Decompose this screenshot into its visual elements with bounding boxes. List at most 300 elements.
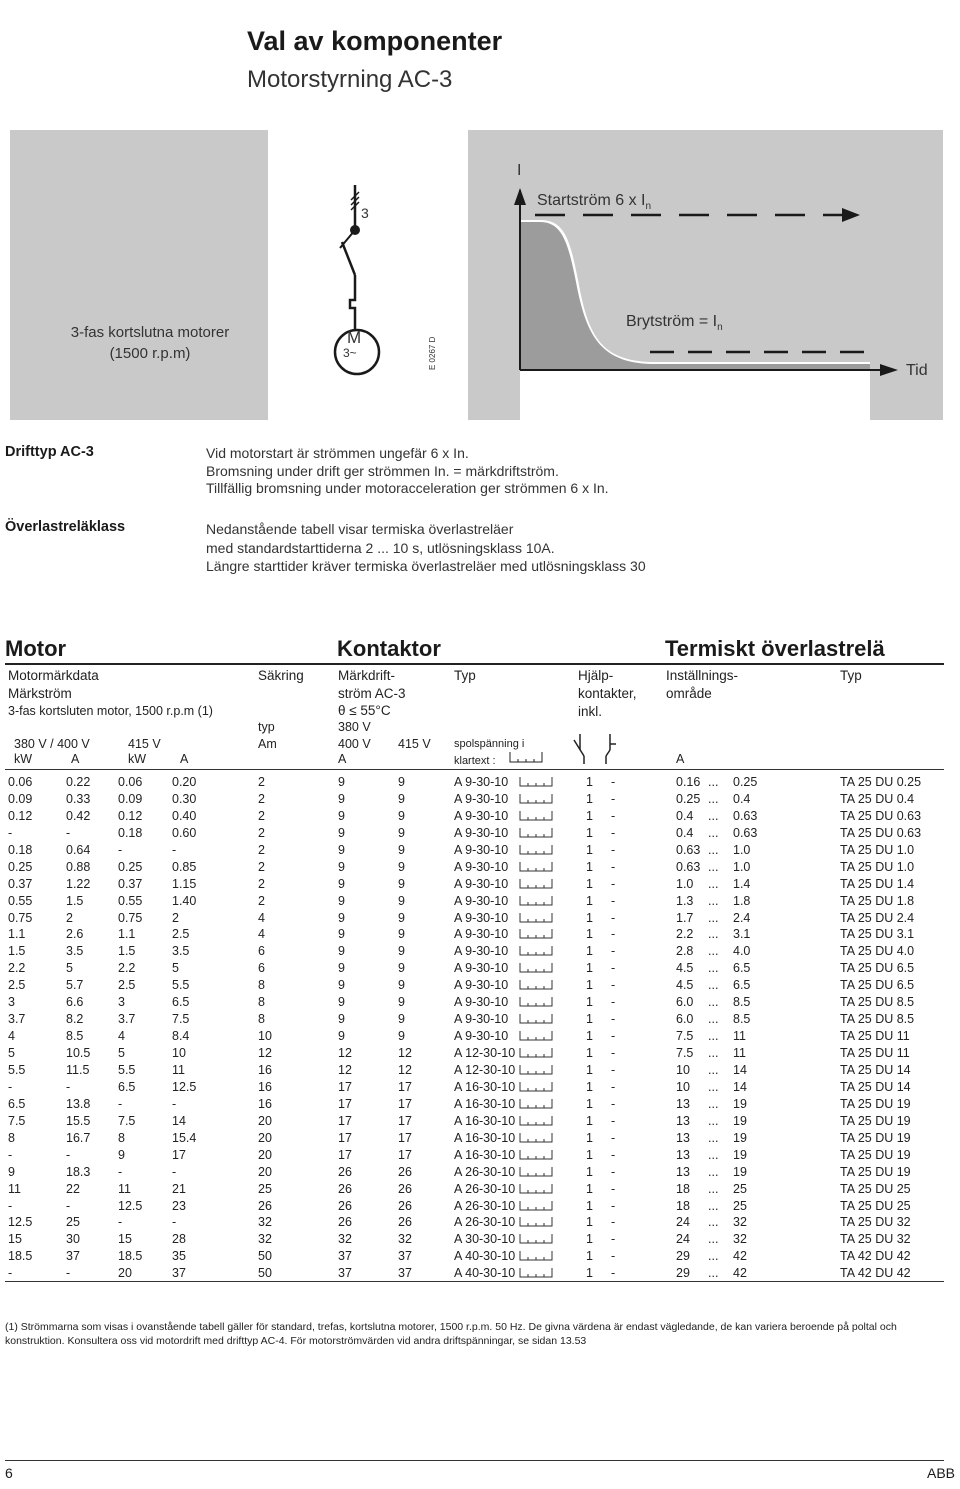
col-contactor-type: Typ — [454, 668, 476, 683]
aux-no: 1 — [586, 1181, 593, 1196]
motor-a-415: 14 — [172, 1113, 186, 1128]
motor-kw-415: 0.55 — [118, 893, 143, 908]
col-rated-400: 400 V — [338, 737, 371, 751]
fuse-rating: 2 — [258, 893, 265, 908]
break-current-text: Brytström = I — [626, 313, 718, 330]
setting-min: 7.5 — [676, 1029, 694, 1044]
relay-type: TA 25 DU 1.4 — [840, 876, 915, 891]
setting-max: 8.5 — [733, 1012, 751, 1027]
col-fuse: Säkring — [258, 668, 304, 683]
setting-min: 29 — [676, 1249, 690, 1264]
setting-max: 14 — [733, 1062, 747, 1077]
motor-kw-415: 0.75 — [118, 910, 143, 925]
rated-current-415: 26 — [398, 1198, 412, 1213]
col-fuse-type: typ — [258, 720, 275, 734]
motor-a-400: 6.6 — [66, 995, 84, 1010]
motor-a-400: 0.88 — [66, 859, 91, 874]
motor-kw-400: 1.1 — [8, 927, 26, 942]
contactor-type: A 40-30-10 — [454, 1249, 516, 1264]
relay-type: TA 25 DU 6.5 — [840, 978, 915, 993]
aux-no: 1 — [586, 859, 593, 874]
motor-kw-415: - — [118, 842, 123, 857]
motor-kw-400: 1.5 — [8, 944, 26, 959]
rated-current-400: 9 — [338, 775, 345, 789]
motor-a-415: 0.60 — [172, 825, 197, 840]
relay-type: TA 25 DU 0.25 — [840, 775, 922, 789]
rated-current-400: 9 — [338, 978, 345, 993]
coil-blank-icon — [518, 776, 554, 788]
aux-nc: - — [611, 995, 616, 1010]
aux-no: 1 — [586, 1232, 593, 1247]
rated-current-415: 17 — [398, 1147, 412, 1162]
aux-nc: - — [611, 859, 616, 874]
contactor-type: A 16-30-10 — [454, 1096, 516, 1111]
setting-min: 1.7 — [676, 910, 694, 925]
col-rated-415: 415 V — [398, 737, 431, 751]
rated-current-400: 17 — [338, 1113, 352, 1128]
aux-no: 1 — [586, 893, 593, 908]
fuse-rating: 20 — [258, 1164, 272, 1179]
setting-min: 6.0 — [676, 1012, 694, 1027]
aux-nc: - — [611, 1079, 616, 1094]
fuse-rating: 20 — [258, 1130, 272, 1145]
contactor-type: A 9-30-10 — [454, 893, 509, 908]
duty-type-line: Vid motorstart är strömmen ungefär 6 x In. — [206, 445, 469, 461]
motor-a-415: 17 — [172, 1147, 186, 1162]
rated-current-400: 9 — [338, 842, 345, 857]
rated-current-400: 9 — [338, 1012, 345, 1027]
rated-current-415: 9 — [398, 927, 405, 942]
range-separator: ... — [708, 978, 719, 993]
setting-max: 2.4 — [733, 910, 751, 925]
relay-type: TA 25 DU 8.5 — [840, 1012, 915, 1027]
motor-a-400: 37 — [66, 1249, 80, 1264]
motor-a-400: 8.2 — [66, 1012, 84, 1027]
col-relay-type: Typ — [840, 668, 862, 683]
page-title: Val av komponenter — [247, 26, 503, 56]
contactor-type: A 26-30-10 — [454, 1198, 516, 1213]
aux-nc: - — [611, 1130, 616, 1145]
fuse-rating: 16 — [258, 1096, 272, 1111]
aux-nc: - — [611, 978, 616, 993]
fuse-rating: 2 — [258, 825, 265, 840]
rated-current-400: 32 — [338, 1232, 352, 1247]
relay-class-line: Längre starttider kräver termiska överlastreläer med utlösningsklass 30 — [206, 558, 646, 574]
range-separator: ... — [708, 1198, 719, 1213]
setting-min: 29 — [676, 1266, 690, 1281]
coil-blank-icon — [518, 945, 554, 957]
coil-blank-icon — [518, 1132, 554, 1144]
rated-current-415: 9 — [398, 995, 405, 1010]
rated-current-400: 9 — [338, 944, 345, 959]
range-separator: ... — [708, 859, 719, 874]
rated-current-415: 12 — [398, 1046, 412, 1061]
motor-a-415: 11 — [172, 1062, 185, 1077]
rated-current-415: 9 — [398, 842, 405, 857]
aux-nc: - — [611, 1249, 616, 1264]
aux-no: 1 — [586, 1130, 593, 1145]
brand-name: ABB — [926, 1465, 955, 1481]
motor-a-415: 3.5 — [172, 944, 190, 959]
range-separator: ... — [708, 961, 719, 976]
range-separator: ... — [708, 1249, 719, 1264]
rated-current-415: 9 — [398, 825, 405, 840]
motor-kw-400: 0.06 — [8, 775, 33, 789]
col-rated-ac3: ström AC-3 — [338, 686, 406, 701]
coil-blank-icon — [518, 895, 554, 907]
aux-no: 1 — [586, 1266, 593, 1281]
setting-min: 2.8 — [676, 944, 694, 959]
setting-max: 19 — [733, 1164, 747, 1179]
motor-kw-415: - — [118, 1096, 123, 1111]
motor-a-415: 5.5 — [172, 978, 190, 993]
rated-current-415: 17 — [398, 1079, 412, 1094]
motor-type-line-1: 3-fas kortslutna motorer — [70, 324, 230, 341]
motor-kw-400: 3.7 — [8, 1012, 26, 1027]
motor-a-415: 1.40 — [172, 893, 197, 908]
setting-min: 10 — [676, 1079, 690, 1094]
motor-a-415: 7.5 — [172, 1012, 190, 1027]
setting-min: 13 — [676, 1096, 690, 1111]
aux-nc: - — [611, 1266, 616, 1281]
motor-kw-400: 0.18 — [8, 842, 33, 857]
setting-min: 0.4 — [676, 808, 694, 823]
range-separator: ... — [708, 1232, 719, 1247]
rated-current-415: 9 — [398, 893, 405, 908]
fuse-rating: 6 — [258, 961, 265, 976]
motor-kw-400: 9 — [8, 1164, 15, 1179]
col-a-2: A — [180, 752, 189, 766]
contactor-type: A 9-30-10 — [454, 876, 509, 891]
duty-type-line: Tillfällig bromsning under motoracceleration ger strömmen 6 x In. — [206, 480, 609, 496]
motor-a-400: 18.3 — [66, 1164, 91, 1179]
rated-current-415: 26 — [398, 1181, 412, 1196]
col-voltage-400: 380 V / 400 V — [14, 737, 90, 751]
aux-no: 1 — [586, 910, 593, 925]
fuse-rating: 2 — [258, 842, 265, 857]
rated-current-400: 9 — [338, 927, 345, 942]
motor-kw-415: 2.5 — [118, 978, 136, 993]
motor-kw-415: 9 — [118, 1147, 125, 1162]
coil-blank-icon — [518, 793, 554, 805]
fuse-rating: 50 — [258, 1266, 272, 1281]
setting-max: 0.25 — [733, 775, 758, 789]
start-current-sub: n — [645, 201, 652, 213]
duty-type-text — [206, 445, 609, 498]
motor-kw-400: 3 — [8, 995, 15, 1010]
col-rated-380: 380 V — [338, 720, 371, 734]
setting-max: 6.5 — [733, 978, 751, 993]
aux-no: 1 — [586, 791, 593, 806]
coil-blank-icon — [518, 1166, 554, 1178]
coil-blank-icon — [518, 962, 554, 974]
contactor-type: A 9-30-10 — [454, 808, 509, 823]
rated-current-400: 26 — [338, 1198, 352, 1213]
motor-a-400: 1.5 — [66, 893, 84, 908]
setting-min: 2.2 — [676, 927, 694, 942]
aux-no: 1 — [586, 1029, 593, 1044]
coil-blank-icon — [518, 1183, 554, 1195]
motor-a-415: - — [172, 1215, 177, 1230]
aux-no: 1 — [586, 842, 593, 857]
aux-no: 1 — [586, 1164, 593, 1179]
coil-blank-icon — [518, 1149, 554, 1161]
rated-current-415: 32 — [398, 1232, 412, 1247]
relay-class-text — [206, 520, 646, 576]
start-current-label — [537, 192, 651, 212]
motor-kw-400: 5 — [8, 1046, 15, 1061]
duty-type-line: Bromsning under drift ger strömmen In. = märkdriftström. — [206, 462, 559, 479]
col-rated-temp: θ ≤ 55°C — [338, 703, 391, 718]
contactor-type: A 9-30-10 — [454, 791, 509, 806]
rated-current-400: 9 — [338, 791, 345, 806]
motor-kw-400: 0.09 — [8, 791, 33, 806]
setting-max: 4.0 — [733, 944, 751, 959]
fuse-rating: 20 — [258, 1113, 272, 1128]
col-voltage-415: 415 V — [128, 737, 161, 751]
rated-current-415: 9 — [398, 859, 405, 874]
motor-a-400: 30 — [66, 1232, 80, 1247]
rated-current-415: 9 — [398, 1012, 405, 1027]
rated-current-400: 17 — [338, 1096, 352, 1111]
col-aux-contacts: Hjälp- — [578, 668, 614, 683]
aux-nc: - — [611, 1113, 616, 1128]
setting-max: 8.5 — [733, 995, 751, 1010]
setting-min: 0.25 — [676, 791, 701, 806]
coil-blank-icon — [518, 1098, 554, 1110]
motor-kw-400: 0.25 — [8, 859, 33, 874]
coil-blank-icon — [518, 928, 554, 940]
relay-type: TA 25 DU 14 — [840, 1079, 911, 1094]
setting-max: 0.63 — [733, 808, 758, 823]
relay-type: TA 25 DU 19 — [840, 1096, 911, 1111]
motor-kw-400: 15 — [8, 1232, 22, 1247]
setting-min: 13 — [676, 1164, 690, 1179]
rated-current-415: 17 — [398, 1113, 412, 1128]
rated-current-415: 9 — [398, 978, 405, 993]
coil-blank-icon — [518, 1047, 554, 1059]
range-separator: ... — [708, 1062, 719, 1077]
motor-a-400: 0.64 — [66, 842, 91, 857]
aux-no: 1 — [586, 1249, 593, 1264]
coil-blank-icon — [518, 1030, 554, 1042]
contactor-type: A 16-30-10 — [454, 1113, 516, 1128]
setting-max: 0.63 — [733, 825, 758, 840]
aux-no: 1 — [586, 1096, 593, 1111]
contactor-type: A 9-30-10 — [454, 961, 509, 976]
coil-blank-icon — [518, 844, 554, 856]
relay-class-line: med standardstarttiderna 2 ... 10 s, utlösningsklass 10A. — [206, 539, 555, 556]
aux-no: 1 — [586, 808, 593, 823]
motor-kw-415: 7.5 — [118, 1113, 136, 1128]
motor-a-415: 28 — [172, 1232, 186, 1247]
rated-current-415: 9 — [398, 876, 405, 891]
motor-kw-400: 12.5 — [8, 1215, 33, 1230]
range-separator: ... — [708, 842, 719, 857]
fuse-rating: 4 — [258, 927, 265, 942]
aux-no: 1 — [586, 1079, 593, 1094]
motor-a-400: 5 — [66, 961, 73, 976]
contactor-type: A 16-30-10 — [454, 1130, 516, 1145]
motor-a-415: 5 — [172, 961, 179, 976]
coil-blank-icon — [518, 1250, 554, 1262]
contactor-type: A 9-30-10 — [454, 859, 509, 874]
setting-max: 19 — [733, 1096, 747, 1111]
setting-min: 24 — [676, 1232, 690, 1247]
rated-current-415: 12 — [398, 1062, 412, 1077]
contactor-type: A 9-30-10 — [454, 775, 509, 789]
setting-max: 0.4 — [733, 791, 751, 806]
motor-kw-400: 2.5 — [8, 978, 26, 993]
motor-symbol-phase: 3~ — [343, 346, 357, 360]
contactor-type: A 9-30-10 — [454, 842, 509, 857]
duty-type-heading: Drifttyp AC-3 — [5, 444, 94, 460]
setting-max: 1.4 — [733, 876, 751, 891]
contactor-type: A 26-30-10 — [454, 1181, 516, 1196]
motor-kw-415: 2.2 — [118, 961, 136, 976]
aux-no: 1 — [586, 775, 593, 789]
start-current-text: Startström 6 x I — [537, 192, 646, 209]
contactor-type: A 16-30-10 — [454, 1079, 516, 1094]
range-separator: ... — [708, 1147, 719, 1162]
fuse-rating: 10 — [258, 1029, 272, 1044]
coil-blank-icon — [518, 1200, 554, 1212]
aux-no: 1 — [586, 1215, 593, 1230]
relay-type: TA 42 DU 42 — [840, 1266, 911, 1281]
axis-time-label: Tid — [906, 362, 928, 379]
rated-current-400: 26 — [338, 1164, 352, 1179]
range-separator: ... — [708, 944, 719, 959]
relay-type: TA 25 DU 1.0 — [840, 842, 915, 857]
fuse-rating: 8 — [258, 995, 265, 1010]
setting-max: 32 — [733, 1232, 747, 1247]
contactor-type: A 26-30-10 — [454, 1164, 516, 1179]
relay-type: TA 25 DU 11 — [840, 1046, 910, 1061]
motor-kw-400: 7.5 — [8, 1113, 26, 1128]
motor-kw-400: 0.55 — [8, 893, 33, 908]
motor-a-400: 2 — [66, 910, 73, 925]
range-separator: ... — [708, 927, 719, 942]
range-separator: ... — [708, 1113, 719, 1128]
motor-kw-415: 3 — [118, 995, 125, 1010]
motor-a-415: 2 — [172, 910, 179, 925]
aux-nc: - — [611, 775, 616, 789]
motor-kw-415: 15 — [118, 1232, 132, 1247]
coil-blank-icon — [518, 878, 554, 890]
aux-nc: - — [611, 1215, 616, 1230]
aux-no: 1 — [586, 876, 593, 891]
motor-kw-415: 0.25 — [118, 859, 143, 874]
setting-max: 32 — [733, 1215, 747, 1230]
aux-no: 1 — [586, 825, 593, 840]
coil-blank-icon — [518, 1013, 554, 1025]
motor-kw-400: - — [8, 825, 13, 840]
setting-min: 13 — [676, 1147, 690, 1162]
motor-a-400: 0.22 — [66, 775, 91, 789]
setting-min: 6.0 — [676, 995, 694, 1010]
motor-a-400: - — [66, 1079, 71, 1094]
relay-type: TA 25 DU 25 — [840, 1181, 911, 1196]
relay-type: TA 25 DU 0.63 — [840, 808, 922, 823]
motor-kw-415: 18.5 — [118, 1249, 143, 1264]
col-kw-2: kW — [128, 752, 147, 766]
motor-kw-415: 3.7 — [118, 1012, 136, 1027]
aux-nc: - — [611, 1147, 616, 1162]
motor-kw-415: 4 — [118, 1029, 125, 1044]
setting-max: 42 — [733, 1249, 747, 1264]
motor-kw-415: 20 — [118, 1266, 132, 1281]
motor-kw-400: - — [8, 1198, 13, 1213]
col-kw-1: kW — [14, 752, 33, 766]
fuse-rating: 20 — [258, 1147, 272, 1162]
relay-type: TA 25 DU 6.5 — [840, 961, 915, 976]
fuse-rating: 4 — [258, 910, 265, 925]
aux-contact-symbols-icon — [572, 730, 632, 766]
rated-current-415: 9 — [398, 944, 405, 959]
rated-current-400: 9 — [338, 893, 345, 908]
motor-a-400: - — [66, 825, 71, 840]
motor-a-400: 13.8 — [66, 1096, 91, 1111]
contactor-type: A 26-30-10 — [454, 1215, 516, 1230]
range-separator: ... — [708, 1079, 719, 1094]
motor-kw-415: 1.5 — [118, 944, 136, 959]
motor-kw-400: - — [8, 1079, 13, 1094]
motor-kw-400: 0.75 — [8, 910, 33, 925]
motor-a-415: 12.5 — [172, 1079, 197, 1094]
fuse-rating: 2 — [258, 808, 265, 823]
relay-class-heading: Överlastreläklass — [5, 519, 126, 535]
aux-nc: - — [611, 1046, 616, 1061]
motor-type-line-2: (1500 r.p.m) — [109, 345, 191, 362]
col-motor-type: 3-fas kortsluten motor, 1500 r.p.m (1) — [8, 704, 213, 718]
range-separator: ... — [708, 1266, 719, 1281]
aux-nc: - — [611, 808, 616, 823]
coil-blank-icon — [518, 1064, 554, 1076]
contactor-type: A 12-30-10 — [454, 1062, 516, 1077]
motor-a-415: 0.30 — [172, 791, 197, 806]
motor-a-400: 3.5 — [66, 944, 84, 959]
coil-blank-icon — [508, 750, 544, 764]
rated-current-400: 9 — [338, 808, 345, 823]
relay-type: TA 25 DU 4.0 — [840, 944, 915, 959]
relay-type: TA 25 DU 32 — [840, 1215, 911, 1230]
setting-min: 4.5 — [676, 961, 694, 976]
range-separator: ... — [708, 1215, 719, 1230]
fuse-rating: 8 — [258, 978, 265, 993]
fuse-rating: 25 — [258, 1181, 272, 1196]
motor-a-415: 10 — [172, 1046, 186, 1061]
setting-min: 13 — [676, 1113, 690, 1128]
motor-kw-415: 1.1 — [118, 927, 136, 942]
aux-no: 1 — [586, 1046, 593, 1061]
col-fuse-am: Am — [258, 737, 277, 751]
setting-max: 19 — [733, 1130, 747, 1145]
rated-current-400: 37 — [338, 1249, 352, 1264]
col-setting-range-2: område — [666, 686, 712, 701]
rated-current-415: 9 — [398, 775, 405, 789]
motor-kw-415: 0.09 — [118, 791, 143, 806]
col-rated-a: A — [338, 752, 347, 766]
range-separator: ... — [708, 1164, 719, 1179]
motor-kw-400: 5.5 — [8, 1062, 26, 1077]
fuse-rating: 2 — [258, 859, 265, 874]
rated-current-415: 17 — [398, 1130, 412, 1145]
rated-current-400: 26 — [338, 1181, 352, 1196]
motor-a-415: 8.4 — [172, 1029, 190, 1044]
range-separator: ... — [708, 825, 719, 840]
relay-type: TA 25 DU 14 — [840, 1062, 911, 1077]
setting-max: 25 — [733, 1198, 747, 1213]
